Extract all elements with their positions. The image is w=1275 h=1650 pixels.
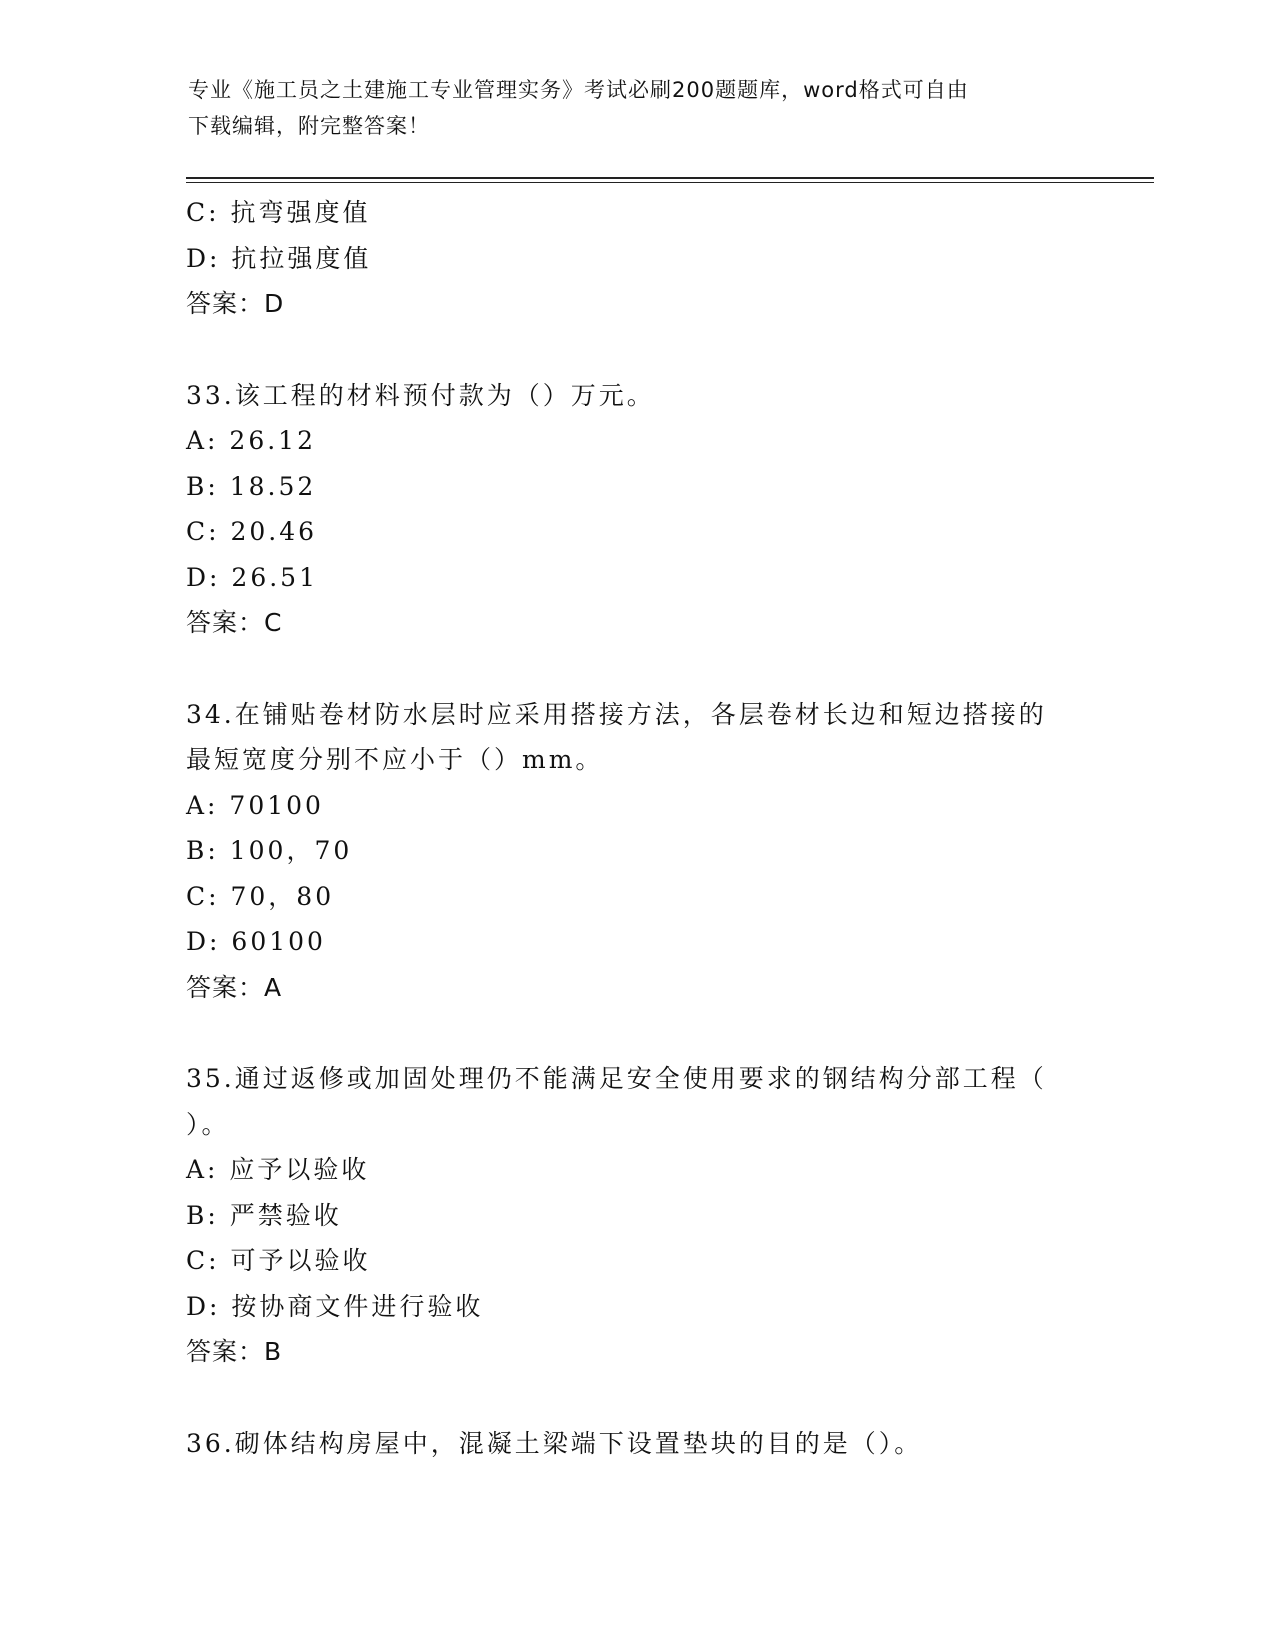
option-c: C: 抗弯强度值 xyxy=(186,198,371,227)
question-stem-line1: 35.通过返修或加固处理仍不能满足安全使用要求的钢结构分部工程（ xyxy=(186,1064,1047,1093)
header-title-line2: 下载编辑，附完整答案！ xyxy=(188,114,430,138)
question-list xyxy=(186,190,1086,1466)
question-33 xyxy=(186,373,1086,646)
option-b: B: 100，70 xyxy=(186,836,353,865)
document-header xyxy=(188,72,1068,144)
option-a: A: 70100 xyxy=(186,790,324,820)
answer-label: 答案：A xyxy=(186,972,283,1002)
option-c: C: 可予以验收 xyxy=(186,1246,371,1275)
question-34 xyxy=(186,692,1086,1011)
answer-label: 答案：B xyxy=(186,1337,283,1366)
option-b: B: 18.52 xyxy=(186,471,317,501)
question-stem: 36.砌体结构房屋中，混凝土梁端下设置垫块的目的是（）。 xyxy=(186,1428,923,1458)
question-stem-line2: ）。 xyxy=(186,1109,230,1139)
header-divider-thick xyxy=(186,177,1154,179)
question-32-tail xyxy=(186,190,1086,327)
question-36 xyxy=(186,1421,1086,1467)
answer-label: 答案：D xyxy=(186,289,285,318)
option-c: C: 70，80 xyxy=(186,881,335,911)
header-title-line1: 专业《施工员之土建施工专业管理实务》考试必刷200题题库，word格式可自由 xyxy=(188,78,969,102)
option-d: D: 26.51 xyxy=(186,562,318,592)
question-stem-line2: 最短宽度分别不应小于（）mm。 xyxy=(186,745,604,774)
question-stem-line1: 34.在铺贴卷材防水层时应采用搭接方法，各层卷材长边和短边搭接的 xyxy=(186,699,1047,729)
option-a: A: 应予以验收 xyxy=(186,1155,370,1184)
question-stem: 33.该工程的材料预付款为（）万元。 xyxy=(186,380,655,410)
option-d: D: 抗拉强度值 xyxy=(186,243,372,273)
option-a: A: 26.12 xyxy=(186,426,316,455)
option-b: B: 严禁验收 xyxy=(186,1200,342,1230)
header-divider-thin xyxy=(186,182,1154,183)
answer-label: 答案：C xyxy=(186,608,283,637)
option-c: C: 20.46 xyxy=(186,517,318,546)
question-35 xyxy=(186,1056,1086,1375)
option-d: D: 按协商文件进行验收 xyxy=(186,1291,484,1321)
option-d: D: 60100 xyxy=(186,927,326,956)
